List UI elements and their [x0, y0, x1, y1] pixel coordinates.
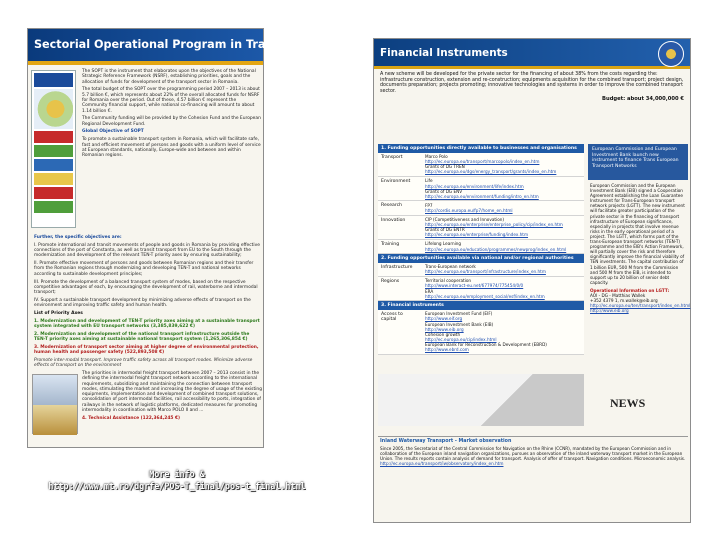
table-row — [378, 310, 584, 355]
program-link[interactable]: http://www.interact-eu.net/677974/775454/0/0 — [425, 283, 524, 289]
priority-axis-4: 4. Technical Assistance (122,364,245 €) — [82, 415, 181, 421]
priority-axis-3-sub: Promote inter-modal transport. Improve traffic safety across all transport modes. Minimize adverse effects of transport on the environment — [34, 358, 253, 369]
fi-title: Financial Instruments — [380, 47, 508, 59]
objective-1: I. Promote international and transit movements of people and goods in Romania by providing effective connections of the port of Constanta, as well as transit transport from EU to the South through the modernization and development of the relevant TEN-T priority axes by ensuring sustainability; — [34, 242, 260, 259]
sopt-header — [28, 29, 314, 65]
lgtt-sidebar — [588, 144, 691, 316]
row-items — [422, 310, 584, 354]
fi-intro — [374, 69, 690, 96]
priority-axes-heading: List of Priority Axes — [34, 311, 83, 317]
row-category: Training — [381, 241, 400, 247]
row-category: Environment — [381, 178, 411, 184]
program-name: European Bank for Reconstruction & Development (EBRD) — [425, 341, 547, 347]
program-name: Trans-European network — [425, 264, 476, 270]
priority-axis-1: 1. Modernization and development of TEN-T priority axes aiming at a sustainable transport system integrated with EU transport networks (3,385,839,622 €) — [34, 318, 260, 330]
program-link[interactable]: http://ec.europa.eu/transport/marcopolo/index_en.htm — [425, 159, 540, 165]
lgtt-link-1[interactable]: http://ec.europa.eu/ten/transport/index_en.html — [590, 303, 691, 309]
table-row — [378, 240, 584, 254]
news-area — [378, 374, 688, 434]
program-link[interactable]: http://ec.europa.eu/employment_social/esf/index_en.htm — [425, 293, 545, 299]
row-items — [422, 263, 584, 276]
lgtt-text — [588, 180, 691, 316]
specific-objectives — [34, 235, 260, 371]
sopt-bottom-image — [32, 374, 78, 434]
program-link[interactable]: http://ec.europa.eu/transport/infrastructure/index_en.htm — [425, 269, 546, 275]
program-name: European Investment Bank (EIB) — [425, 321, 494, 327]
program-name: Marco Polo — [425, 154, 448, 160]
program-link[interactable]: http://ec.europa.eu/cip/index.html — [425, 336, 497, 342]
more-info-label: More info & — [149, 469, 205, 479]
program-link[interactable]: http://ec.europa.eu/enterprise/enterprise_policy/cip/index_en.htm — [425, 222, 563, 228]
table-row — [378, 263, 584, 277]
news-heading: Inland Waterway Transport - Market observation — [380, 439, 512, 444]
program-name: Cohesion growth — [425, 331, 461, 337]
row-category: Regions — [381, 278, 400, 284]
intro-paragraph-1: The SOPT is the instrument that elaborates upon the objectives of the National Strategic Reference Framework (NSRF), establishing priorities, goals and the allocation of funds for development of the transport sector in Romania. — [82, 69, 256, 85]
news-image — [378, 374, 584, 426]
lgtt-box: European Commission and European Investment Bank launch new instrument to finance Trans European Transport Networks — [588, 144, 688, 180]
news-link[interactable]: http://ec.europa.eu/transport/iw/observatory/index_en.htm — [380, 461, 504, 467]
program-link[interactable]: http://ec.europa.eu/dgs/energy_transport/grants/index_en.htm — [425, 169, 557, 175]
global-objective-heading: Global Objective of SOPT — [82, 129, 144, 135]
news-paragraph: Since 2005, the Secretariat of the Central Commission for Navigation on the Rhine (CCNR), mandated by the European Commission and in collaboration of the European inland navigation organizations, pursues an observation of the inland waterway transport market in the European Union. The results reports contain analysis of demand for transport. Analysis of offer of transport. Navigation conditions. Microeconomic analysis. — [380, 446, 686, 462]
sopt-poster-image — [31, 70, 76, 228]
lgtt-contact: AOI - DG - Matthias Wallek — [590, 292, 646, 298]
section-3-heading: 3. Financial instruments — [378, 301, 584, 310]
objective-2: II. Promote effective movement of persons and goods between Romanian regions and their transfer from the Romanian regions through modernizing and developing TEN-T and national networks according to sustainable development principles; — [34, 261, 254, 277]
news-title: NEWS — [610, 396, 646, 410]
section-2-rows — [378, 263, 584, 302]
intro-paragraph-2: The total budget of the SOPT over the programming period 2007 – 2013 is about 5.7 billion €, which represents about 22% of the overall allocated funds for NSRF for Romania over the period. Out of these, 4.57 billion € represent the Community financial support, while national co-financing will amount to about 1.14 billion €. — [82, 87, 260, 114]
intro-paragraph-3: The Community funding will be provided by the Cohesion Fund and the European Regional Development Fund. — [82, 116, 261, 127]
program-name: FP7 — [425, 202, 433, 208]
program-link[interactable]: http://ec.europa.eu/enterprise/funding/index.htm — [425, 232, 529, 238]
row-items — [422, 240, 584, 253]
row-category: Research — [381, 203, 403, 209]
objective-3: III. Promote the development of a balanced transport system of modes, based on the respective competitive advantages of each, by encouraging the development of rail, waterborne and intermodal transport; — [34, 279, 258, 296]
program-name: CIP (Competitiveness and Innovation) — [425, 217, 505, 223]
table-row — [378, 277, 584, 301]
table-row — [378, 177, 584, 201]
row-category: Innovation — [381, 217, 406, 223]
program-name: European Investment Fund (EIF) — [425, 311, 493, 317]
program-name: Life — [425, 178, 433, 184]
lgtt-paragraph: European Commission and the European Investment Bank (EIB) signed a Cooperation Agreement establishing the Loan Guarantee Instrument for Trans-European transport network projects (LGTT). The new instrument will facilitate greater participation of the private sector in the financing of transport infrastructure of European significance, especially in projects that involve revenue risks in the early operational period of a project. The LGTT, which forms part of the trans-European transport networks (TEN-T) programme and the EIB's Action Framework, will partially cover the risk and therefore significantly improve the financial viability of TEN investments. The capital contribution of 1 billion EUR, 500 M from the Commission and 500 M from the EIB, is intended to support up to 20 billion of senior debt capacity. — [590, 183, 685, 285]
row-items — [422, 177, 584, 200]
program-name: Lifelong Learning — [425, 241, 462, 247]
row-items — [422, 201, 584, 214]
sopt-intro-text — [82, 69, 262, 161]
program-name: Grants of DG ENV — [425, 188, 463, 194]
freight-text-block — [82, 371, 262, 424]
table-row — [378, 153, 584, 177]
section-1-rows — [378, 153, 584, 255]
program-link[interactable]: http://cordis.europa.eu/fp7/home_en.html — [425, 207, 513, 213]
program-name: Grants of DG TREN — [425, 164, 465, 170]
section-1-heading: 1. Funding opportunities directly available to businesses and organisations — [378, 144, 584, 153]
section-2-heading: 2. Funding opportunities available via national and/or regional authorities — [378, 254, 584, 263]
lgtt-phone: +352 4379 1, m.wallek@eib.org — [590, 298, 658, 304]
program-link[interactable]: http://ec.europa.eu/environment/funding/intro_en.htm — [425, 193, 539, 199]
objective-4: IV. Support a sustainable transport development by minimizing adverse effects of transport on the environment and improving traffic safety and human health. — [34, 297, 251, 309]
program-name: ERA — [425, 288, 434, 294]
row-category: Access to capital — [381, 311, 403, 323]
table-row — [378, 201, 584, 215]
eu-logo-icon — [658, 41, 684, 67]
row-items — [422, 277, 584, 300]
priority-axis-2: 2. Modernization and development of the national transport infrastructure outside the TEN-T priority axes aiming at sustainable national transport system (1,265,306,854 €) — [34, 331, 250, 343]
row-items — [422, 216, 584, 239]
news-box — [378, 436, 688, 466]
program-link[interactable]: http://www.eib.org — [425, 326, 464, 332]
more-info-link[interactable]: http://www.mt.ro/dgrfe/POS-T_final/pos-t_final.html — [48, 481, 306, 491]
row-category: Transport — [381, 154, 403, 160]
lgtt-link-2[interactable]: http://www.eib.org — [590, 308, 629, 314]
fi-budget: Budget: about 34,000,000 € — [602, 96, 684, 103]
further-label: Further, the specific objectives are: — [34, 235, 122, 240]
fi-header — [374, 39, 690, 69]
sopt-intro-row — [28, 65, 263, 238]
program-link[interactable]: http://ec.europa.eu/environment/life/index.htm — [425, 183, 524, 189]
global-objective-text: To promote a sustainable transport system in Romania, which will facilitate safe, fast and efficient movement of persons and goods with a uniform level of service at European standards, nationally, Europe-wide and between and within Romanian regions. — [82, 137, 261, 159]
funding-table — [378, 144, 584, 355]
more-info-caption — [27, 468, 327, 492]
fi-intro-text: A new scheme will be developed for the private sector for the financing of about 38% from the costs regarding the: infrastructure construction, extension and re-construction; equipments acquisition for the combined transport; project design, documents preparation; projects promoting; innovative technologies and systems in order to improve the combined transport sector. — [380, 72, 684, 94]
financial-instruments-page — [373, 38, 691, 523]
sopt-title: Sectorial Operational Program in Transports — [34, 38, 314, 51]
freight-paragraph: The priorities in intermodal freight transport between 2007 – 2013 consist in the defining the intermodal freight transport network according to the international requirements, subsidizing and maintaining the connection between transport modes, stimulating the market and increasing the degree of usage of the existing equipments, implementation and development of combined transport solutions, consolidation of port intermodal facilities, rail accessibility to ports, integration of railways in the network of logistic platforms, dedicated measures for promoting intermodality in coordination with Marco POLO II and ... — [82, 371, 262, 414]
program-name: Territorial cooperation — [425, 278, 472, 284]
program-link[interactable]: http://ec.europa.eu/education/programmes/newprog/index_en.html — [425, 246, 567, 252]
table-row — [378, 216, 584, 240]
news-text — [378, 446, 688, 466]
program-name: Grants of DG ENTR — [425, 227, 465, 233]
program-link[interactable]: http://www.ebrd.com — [425, 347, 469, 352]
lgtt-contact-heading: Operational Information on LGTT: — [590, 287, 670, 293]
program-link[interactable]: http://www.eif.org — [425, 316, 463, 322]
sopt-page — [27, 28, 314, 448]
row-items — [422, 153, 584, 176]
row-category: Infrastructure — [381, 264, 413, 270]
priority-axis-3: 3. Modernization of transport sector aiming at higher degree of environmental protection, human health and passenger safety (522,893,508 €) — [34, 345, 259, 356]
section-3-rows — [378, 310, 584, 355]
